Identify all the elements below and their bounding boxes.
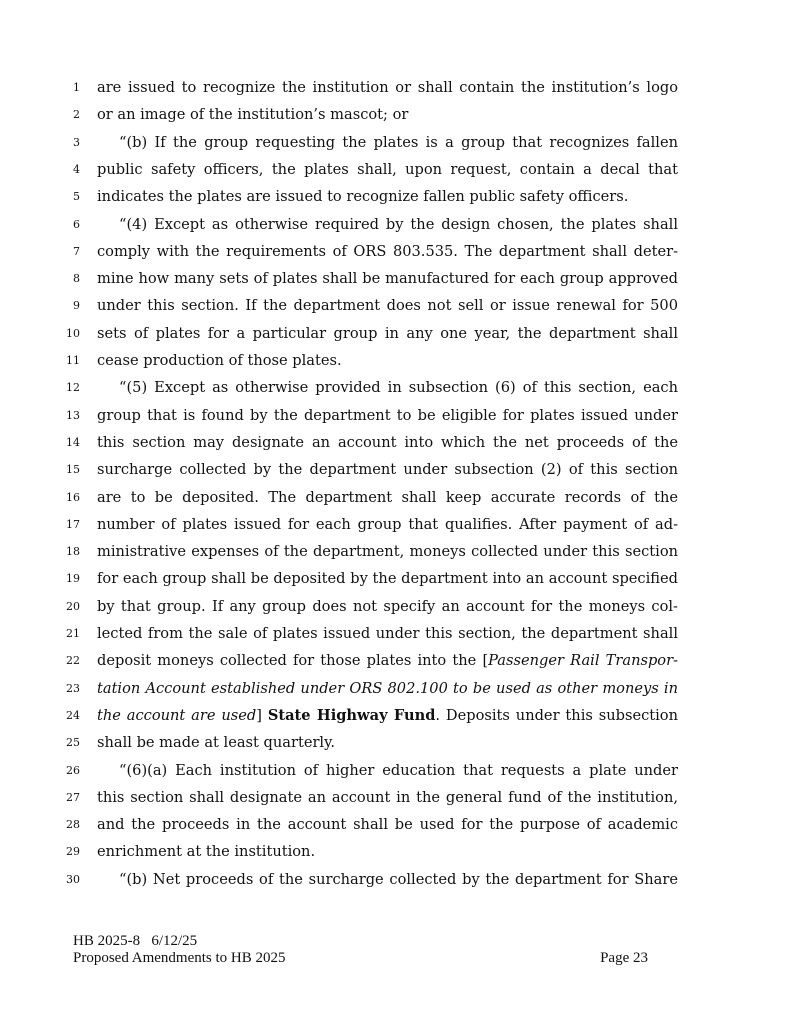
line-number: 5 [73,190,80,204]
line-text-segment: “(4) Except as otherwise required by the design chosen, the plates shall [119,215,678,233]
document-line [0,647,800,674]
line-text [119,374,678,401]
inserted-text-bold: State Highway Fund [267,706,436,724]
document-line [0,620,800,647]
footer-title-row [73,950,653,967]
line-text [97,456,678,483]
line-text-segment: cease production of those plates. [97,352,342,369]
line-text-segment: sets of plates for a particular group in any one year, the department shall [97,324,678,342]
document-line [0,565,800,592]
document-line [0,866,800,893]
line-text-segment: this section shall designate an account in the general fund of the institution, [97,788,678,806]
line-number: 6 [73,217,80,231]
line-text-segment: shall be made at least quarterly. [97,734,336,752]
line-text [97,265,678,292]
line-number: 4 [73,162,80,176]
line-number: 3 [73,135,80,149]
document-line [0,292,800,319]
document-line [0,811,800,838]
line-text-segment: enrichment at the institution. [97,843,316,861]
line-text-segment: ] [256,706,268,724]
line-text-segment: number of plates issued for each group that qualifies. After payment of ad- [97,515,678,533]
line-text-segment: mine how many sets of plates shall be manufactured for each group approved [97,270,678,288]
line-text [97,101,678,128]
line-text [119,129,678,156]
line-text-segment: “(6)(a) Each institution of higher education that requests a plate under [119,761,678,779]
line-number: 28 [66,818,80,832]
document-line [0,729,800,756]
document-line [0,156,800,183]
document-line [0,74,800,101]
line-text-segment: indicates the plates are issued to recognize fallen public safety officers. [97,188,629,206]
line-number: 16 [66,490,80,504]
line-number: 18 [66,545,80,559]
line-text [119,757,678,784]
document-line [0,183,800,210]
line-number: 8 [73,272,80,286]
line-text-segment: ministrative expenses of the department, moneys collected under this section [97,543,678,561]
line-text-segment: and the proceeds in the account shall be used for the purpose of academic [97,816,678,834]
line-number: 22 [66,654,80,668]
line-number: 10 [66,326,80,340]
page-number: Page 23 [600,950,648,966]
line-text-segment: . Deposits under this subsection [435,706,678,724]
document-line [0,374,800,401]
line-text-segment: lected from the sale of plates issued under this section, the department shall [97,625,678,642]
line-text [97,238,678,265]
line-text-segment: group that is found by the department to be eligible for plates issued under [97,406,678,424]
line-text [119,211,678,238]
document-line [0,484,800,511]
document-line [0,238,800,265]
line-number: 25 [66,736,80,750]
document-line [0,320,800,347]
line-text-segment: are to be deposited. The department shall keep accurate records of the [97,488,678,506]
line-text [97,429,678,456]
line-number: 30 [66,872,80,886]
line-number: 20 [66,599,80,613]
line-number: 7 [73,244,80,258]
line-text [97,675,678,702]
footer-bill-id: HB 2025-8 6/12/25 [73,933,198,949]
line-text [119,866,678,893]
line-text-segment: “(5) Except as otherwise provided in subsection (6) of this section, each [119,379,678,397]
line-text [97,347,678,374]
document-line [0,757,800,784]
line-text [97,729,678,756]
line-text [97,484,678,511]
line-text-segment: this section may designate an account into which the net proceeds of the [97,433,678,451]
line-number: 27 [66,790,80,804]
line-number: 24 [66,708,80,722]
line-text-segment: public safety officers, the plates shall, upon request, contain a decal that [97,160,678,178]
line-text [97,511,678,538]
line-text [97,838,678,865]
line-number: 1 [73,81,80,94]
deleted-text-italic: Passenger Rail Transpor- [488,652,678,670]
line-text-segment: “(b) If the group requesting the plates is a group that recognizes fallen [119,133,678,151]
line-text-segment: surcharge collected by the department under subsection (2) of this section [97,461,678,479]
document-line [0,265,800,292]
document-line [0,129,800,156]
document-line [0,211,800,238]
line-text [97,593,678,620]
line-text [97,538,678,565]
line-number: 23 [66,681,80,695]
line-text [97,565,678,592]
footer-title: Proposed Amendments to HB 2025 [73,950,286,966]
line-number: 26 [66,763,80,777]
line-text [97,156,678,183]
document-line [0,593,800,620]
deleted-text-italic: tation Account established under ORS 802.100 to be used as other moneys in [97,679,678,697]
line-number: 2 [73,108,80,122]
line-text-segment: comply with the requirements of ORS 803.535. The department shall deter- [97,242,678,260]
footer-bill-line [73,933,653,950]
line-text [97,784,678,811]
line-number: 14 [66,435,80,449]
line-number: 13 [66,408,80,422]
line-text [97,74,678,101]
document-line [0,784,800,811]
document-line [0,456,800,483]
document-line [0,347,800,374]
line-text [97,620,678,647]
line-number: 15 [66,463,80,477]
line-text-segment: are issued to recognize the institution or shall contain the institution’s logo [97,79,678,96]
line-number: 11 [66,354,80,367]
line-number: 12 [66,381,80,395]
document-line [0,538,800,565]
line-number: 21 [66,627,80,640]
line-number: 29 [66,845,80,859]
document-line [0,702,800,729]
document-line [0,429,800,456]
line-text-segment: deposit moneys collected for those plates into the [ [97,652,489,670]
document-line [0,838,800,865]
line-text-segment: for each group shall be deposited by the department into an account specified [97,570,678,588]
line-text [97,811,678,838]
line-text [97,183,678,210]
line-text-segment: under this section. If the department does not sell or issue renewal for 500 [97,297,678,315]
line-text [97,320,678,347]
line-text [97,702,678,729]
line-text-segment: “(b) Net proceeds of the surcharge collected by the department for Share [119,870,678,888]
line-text [97,402,678,429]
document-line [0,511,800,538]
line-text-segment: or an image of the institution’s mascot; or [97,106,409,124]
line-number: 9 [73,299,80,313]
document-line [0,101,800,128]
deleted-text-italic: the account are used [97,706,257,724]
line-text [97,647,678,674]
line-text [97,292,678,319]
line-number: 19 [66,572,80,586]
line-number: 17 [66,517,80,531]
document-line [0,402,800,429]
line-text-segment: by that group. If any group does not specify an account for the moneys col- [97,597,678,615]
document-line [0,675,800,702]
